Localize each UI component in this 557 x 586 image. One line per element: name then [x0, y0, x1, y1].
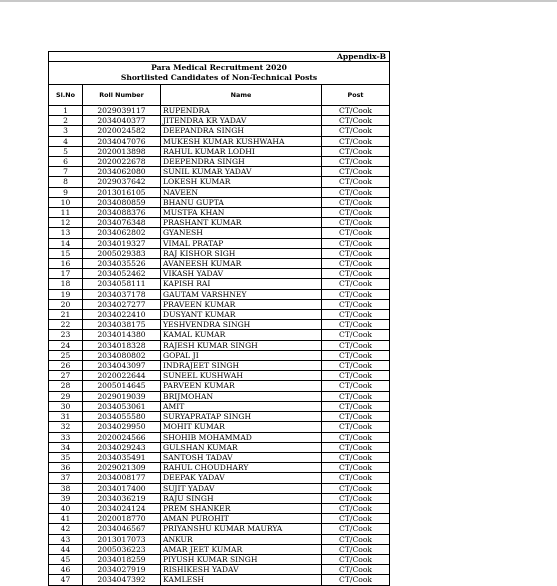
cell-slno: 41 [49, 514, 83, 524]
cell-slno: 40 [49, 503, 83, 513]
cell-roll-number: 2020013898 [83, 146, 161, 156]
cell-roll-number: 2005014645 [83, 381, 161, 391]
appendix-row [49, 52, 390, 62]
cell-slno: 44 [49, 544, 83, 554]
cell-name: DUSYANT KUMAR [161, 310, 322, 320]
table-row [49, 350, 390, 360]
table-row [49, 310, 390, 320]
cell-slno: 16 [49, 259, 83, 269]
cell-post: CT/Cook [322, 167, 390, 177]
cell-name: JITENDRA KR YADAV [161, 116, 322, 126]
cell-name: RAHUL KUMAR LODHI [161, 146, 322, 156]
table-header-row [49, 85, 390, 106]
cell-slno: 10 [49, 197, 83, 207]
cell-post: CT/Cook [322, 473, 390, 483]
table-row [49, 432, 390, 442]
table-row [49, 381, 390, 391]
cell-slno: 22 [49, 320, 83, 330]
cell-post: CT/Cook [322, 381, 390, 391]
cell-name: PARVEEN KUMAR [161, 381, 322, 391]
cell-roll-number: 2020022678 [83, 157, 161, 167]
cell-post: CT/Cook [322, 493, 390, 503]
header-roll-number: Roll Number [83, 85, 161, 106]
cell-name: AMIT [161, 401, 322, 411]
cell-slno: 3 [49, 126, 83, 136]
cell-slno: 31 [49, 412, 83, 422]
cell-post: CT/Cook [322, 218, 390, 228]
cell-name: RAJESH KUMAR SINGH [161, 340, 322, 350]
table-row [49, 361, 390, 371]
table-row [49, 514, 390, 524]
cell-slno: 13 [49, 228, 83, 238]
cell-name: MUSTFA KHAN [161, 208, 322, 218]
cell-roll-number: 2034024124 [83, 503, 161, 513]
cell-slno: 17 [49, 269, 83, 279]
cell-slno: 2 [49, 116, 83, 126]
cell-slno: 46 [49, 565, 83, 575]
cell-name: DEEPENDRA SINGH [161, 157, 322, 167]
cell-post: CT/Cook [322, 106, 390, 116]
cell-name: RAJ KISHOR SIGH [161, 248, 322, 258]
cell-post: CT/Cook [322, 544, 390, 554]
cell-name: MUKESH KUMAR KUSHWAHA [161, 136, 322, 146]
cell-name: AVANEESH KUMAR [161, 259, 322, 269]
cell-name: GOPAL JI [161, 350, 322, 360]
cell-roll-number: 2034036219 [83, 493, 161, 503]
cell-post: CT/Cook [322, 442, 390, 452]
header-name: Name [161, 85, 322, 106]
table-row [49, 228, 390, 238]
cell-post: CT/Cook [322, 514, 390, 524]
cell-roll-number: 2034029243 [83, 442, 161, 452]
cell-name: RISHIKESH YADAV [161, 565, 322, 575]
cell-name: ANKUR [161, 534, 322, 544]
cell-slno: 43 [49, 534, 83, 544]
table-row [49, 208, 390, 218]
cell-roll-number: 2020022644 [83, 371, 161, 381]
table-row [49, 524, 390, 534]
cell-post: CT/Cook [322, 228, 390, 238]
table-row [49, 330, 390, 340]
cell-roll-number: 2034018328 [83, 340, 161, 350]
cell-roll-number: 2034029950 [83, 422, 161, 432]
cell-name: YESHVENDRA SINGH [161, 320, 322, 330]
cell-name: PREM SHANKER [161, 503, 322, 513]
table-row [49, 248, 390, 258]
cell-name: SHOHIB MOHAMMAD [161, 432, 322, 442]
cell-post: CT/Cook [322, 565, 390, 575]
document-title [49, 62, 390, 85]
cell-post: CT/Cook [322, 248, 390, 258]
cell-roll-number: 2034014380 [83, 330, 161, 340]
table-row [49, 136, 390, 146]
cell-post: CT/Cook [322, 371, 390, 381]
cell-slno: 35 [49, 452, 83, 462]
table-row [49, 422, 390, 432]
cell-name: RAHUL CHOUDHARY [161, 463, 322, 473]
cell-roll-number: 2034046567 [83, 524, 161, 534]
cell-roll-number: 2034053061 [83, 401, 161, 411]
table-row [49, 575, 390, 585]
cell-post: CT/Cook [322, 575, 390, 585]
table-row [49, 177, 390, 187]
cell-roll-number: 2020024566 [83, 432, 161, 442]
cell-slno: 25 [49, 350, 83, 360]
cell-post: CT/Cook [322, 554, 390, 564]
cell-post: CT/Cook [322, 432, 390, 442]
table-row [49, 116, 390, 126]
appendix-label: Appendix-B [49, 52, 390, 62]
cell-roll-number: 2034080802 [83, 350, 161, 360]
cell-roll-number: 2034047392 [83, 575, 161, 585]
cell-slno: 21 [49, 310, 83, 320]
cell-post: CT/Cook [322, 524, 390, 534]
cell-name: KAMAL KUMAR [161, 330, 322, 340]
table-row [49, 218, 390, 228]
cell-slno: 8 [49, 177, 83, 187]
cell-slno: 12 [49, 218, 83, 228]
title-line-1: Para Medical Recruitment 2020 [151, 63, 287, 72]
cell-roll-number: 2034062802 [83, 228, 161, 238]
table-body [49, 106, 390, 586]
cell-post: CT/Cook [322, 463, 390, 473]
cell-slno: 32 [49, 422, 83, 432]
cell-post: CT/Cook [322, 503, 390, 513]
table-row [49, 565, 390, 575]
cell-roll-number: 2034038175 [83, 320, 161, 330]
cell-slno: 38 [49, 483, 83, 493]
table-row [49, 167, 390, 177]
cell-slno: 47 [49, 575, 83, 585]
cell-name: GULSHAN KUMAR [161, 442, 322, 452]
cell-slno: 9 [49, 187, 83, 197]
cell-name: AMAR JEET KUMAR [161, 544, 322, 554]
table-row [49, 371, 390, 381]
cell-slno: 24 [49, 340, 83, 350]
cell-post: CT/Cook [322, 483, 390, 493]
cell-slno: 14 [49, 238, 83, 248]
cell-slno: 37 [49, 473, 83, 483]
cell-post: CT/Cook [322, 116, 390, 126]
cell-name: AMAN PUROHIT [161, 514, 322, 524]
table-row [49, 299, 390, 309]
cell-slno: 42 [49, 524, 83, 534]
cell-slno: 20 [49, 299, 83, 309]
cell-roll-number: 2034019327 [83, 238, 161, 248]
cell-slno: 39 [49, 493, 83, 503]
cell-roll-number: 2034035526 [83, 259, 161, 269]
table-row [49, 340, 390, 350]
cell-name: BRIJMOHAN [161, 391, 322, 401]
cell-post: CT/Cook [322, 177, 390, 187]
candidates-table [48, 51, 390, 586]
table-row [49, 187, 390, 197]
cell-post: CT/Cook [322, 238, 390, 248]
table-row [49, 289, 390, 299]
table-row [49, 473, 390, 483]
cell-post: CT/Cook [322, 412, 390, 422]
cell-post: CT/Cook [322, 401, 390, 411]
table-row [49, 534, 390, 544]
table-row [49, 452, 390, 462]
cell-name: LOKESH KUMAR [161, 177, 322, 187]
cell-post: CT/Cook [322, 269, 390, 279]
cell-slno: 4 [49, 136, 83, 146]
cell-name: BHANU GUPTA [161, 197, 322, 207]
cell-roll-number: 2034018259 [83, 554, 161, 564]
cell-slno: 34 [49, 442, 83, 452]
cell-roll-number: 2034035491 [83, 452, 161, 462]
cell-post: CT/Cook [322, 208, 390, 218]
cell-name: VIMAL PRATAP [161, 238, 322, 248]
cell-roll-number: 2005029383 [83, 248, 161, 258]
cell-slno: 15 [49, 248, 83, 258]
cell-name: DEEPAK YADAV [161, 473, 322, 483]
cell-post: CT/Cook [322, 350, 390, 360]
cell-roll-number: 2034043097 [83, 361, 161, 371]
cell-post: CT/Cook [322, 330, 390, 340]
cell-slno: 7 [49, 167, 83, 177]
cell-roll-number: 2034058111 [83, 279, 161, 289]
cell-roll-number: 2034027277 [83, 299, 161, 309]
cell-roll-number: 2034040377 [83, 116, 161, 126]
cell-roll-number: 2034055580 [83, 412, 161, 422]
cell-name: SANTOSH TADAV [161, 452, 322, 462]
cell-name: INDRAJEET SINGH [161, 361, 322, 371]
cell-slno: 23 [49, 330, 83, 340]
title-row [49, 62, 390, 85]
header-post: Post [322, 85, 390, 106]
cell-name: RAJU SINGH [161, 493, 322, 503]
cell-slno: 5 [49, 146, 83, 156]
cell-slno: 18 [49, 279, 83, 289]
cell-roll-number: 2013017073 [83, 534, 161, 544]
cell-name: SUJIT YADAV [161, 483, 322, 493]
cell-roll-number: 2034027919 [83, 565, 161, 575]
cell-post: CT/Cook [322, 361, 390, 371]
cell-roll-number: 2029021309 [83, 463, 161, 473]
table-row [49, 146, 390, 156]
table-row [49, 320, 390, 330]
table-row [49, 269, 390, 279]
cell-roll-number: 2034062080 [83, 167, 161, 177]
cell-name: PIYUSH KUMAR SINGH [161, 554, 322, 564]
cell-roll-number: 2034080859 [83, 197, 161, 207]
cell-slno: 28 [49, 381, 83, 391]
cell-post: CT/Cook [322, 299, 390, 309]
cell-name: NAVEEN [161, 187, 322, 197]
title-line-2: Shortlisted Candidates of Non-Technical Posts [120, 73, 318, 82]
cell-name: KAPISH RAI [161, 279, 322, 289]
cell-post: CT/Cook [322, 187, 390, 197]
cell-name: GYANESH [161, 228, 322, 238]
table-row [49, 493, 390, 503]
cell-roll-number: 2034047076 [83, 136, 161, 146]
document-page [48, 51, 389, 586]
cell-name: PRIYANSHU KUMAR MAURYA [161, 524, 322, 534]
cell-name: PRASHANT KUMAR [161, 218, 322, 228]
table-row [49, 463, 390, 473]
cell-slno: 6 [49, 157, 83, 167]
cell-post: CT/Cook [322, 422, 390, 432]
cell-post: CT/Cook [322, 289, 390, 299]
cell-slno: 1 [49, 106, 83, 116]
viewer-top-border [0, 0, 557, 2]
table-row [49, 391, 390, 401]
cell-name: RUPENDRA [161, 106, 322, 116]
cell-post: CT/Cook [322, 320, 390, 330]
cell-slno: 19 [49, 289, 83, 299]
cell-name: VIKASH YADAV [161, 269, 322, 279]
cell-post: CT/Cook [322, 126, 390, 136]
cell-name: SUNIL KUMAR YADAV [161, 167, 322, 177]
cell-post: CT/Cook [322, 146, 390, 156]
table-row [49, 238, 390, 248]
cell-post: CT/Cook [322, 310, 390, 320]
cell-slno: 36 [49, 463, 83, 473]
cell-roll-number: 2029019039 [83, 391, 161, 401]
table-row [49, 503, 390, 513]
table-row [49, 197, 390, 207]
table-row [49, 106, 390, 116]
cell-post: CT/Cook [322, 391, 390, 401]
cell-name: PRAVEEN KUMAR [161, 299, 322, 309]
table-row [49, 483, 390, 493]
cell-roll-number: 2034037178 [83, 289, 161, 299]
cell-roll-number: 2005036223 [83, 544, 161, 554]
cell-roll-number: 2034052462 [83, 269, 161, 279]
header-slno: Sl.No [49, 85, 83, 106]
cell-roll-number: 2034088376 [83, 208, 161, 218]
cell-post: CT/Cook [322, 136, 390, 146]
cell-roll-number: 2029039117 [83, 106, 161, 116]
cell-post: CT/Cook [322, 534, 390, 544]
cell-slno: 30 [49, 401, 83, 411]
table-row [49, 544, 390, 554]
cell-roll-number: 2034008177 [83, 473, 161, 483]
cell-slno: 29 [49, 391, 83, 401]
cell-post: CT/Cook [322, 197, 390, 207]
cell-post: CT/Cook [322, 279, 390, 289]
cell-roll-number: 2034022410 [83, 310, 161, 320]
cell-post: CT/Cook [322, 157, 390, 167]
cell-slno: 11 [49, 208, 83, 218]
cell-roll-number: 2020018770 [83, 514, 161, 524]
cell-name: KAMLESH [161, 575, 322, 585]
table-row [49, 259, 390, 269]
cell-post: CT/Cook [322, 259, 390, 269]
table-row [49, 401, 390, 411]
cell-roll-number: 2034076348 [83, 218, 161, 228]
cell-post: CT/Cook [322, 452, 390, 462]
cell-name: SURYAPRATAP SINGH [161, 412, 322, 422]
table-row [49, 554, 390, 564]
table-row [49, 442, 390, 452]
cell-slno: 33 [49, 432, 83, 442]
cell-name: DEEPANDRA SINGH [161, 126, 322, 136]
cell-roll-number: 2029037642 [83, 177, 161, 187]
cell-roll-number: 2034017400 [83, 483, 161, 493]
cell-roll-number: 2013016105 [83, 187, 161, 197]
cell-slno: 45 [49, 554, 83, 564]
table-row [49, 279, 390, 289]
cell-roll-number: 2020024582 [83, 126, 161, 136]
cell-name: GAUTAM VARSHNEY [161, 289, 322, 299]
cell-slno: 26 [49, 361, 83, 371]
table-row [49, 412, 390, 422]
cell-name: SUNEEL KUSHWAH [161, 371, 322, 381]
table-row [49, 126, 390, 136]
cell-post: CT/Cook [322, 340, 390, 350]
cell-slno: 27 [49, 371, 83, 381]
cell-name: MOHIT KUMAR [161, 422, 322, 432]
table-row [49, 157, 390, 167]
